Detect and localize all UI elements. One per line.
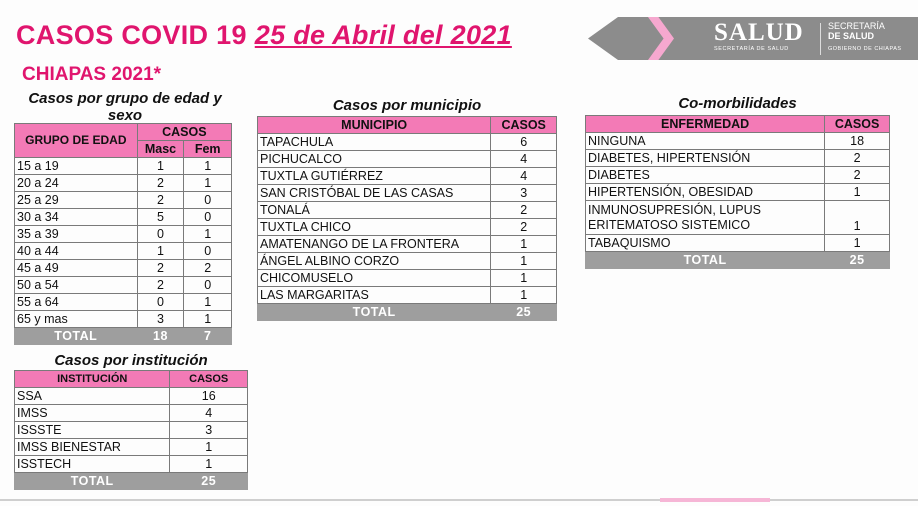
edad-masc: 5 — [137, 209, 184, 226]
comorbilidades-total: 25 — [825, 252, 890, 269]
table-row — [258, 151, 557, 168]
table-row — [258, 134, 557, 151]
municipio-name: TUXTLA GUTIÉRREZ — [258, 168, 491, 185]
edad-total-masc: 18 — [137, 328, 184, 345]
edad-grupo: 55 a 64 — [15, 294, 138, 311]
table-row — [15, 209, 232, 226]
edad-fem: 2 — [184, 260, 232, 277]
municipio-col-casos-header: CASOS — [491, 117, 557, 134]
table-row — [258, 287, 557, 304]
bottom-pink-accent — [660, 498, 770, 502]
institucion-casos: 1 — [170, 456, 248, 473]
edad-masc: 2 — [137, 277, 184, 294]
edad-masc: 2 — [137, 260, 184, 277]
edad-masc: 2 — [137, 192, 184, 209]
municipio-section-title: Casos por municipio — [332, 97, 482, 114]
table-row — [15, 311, 232, 328]
municipio-casos: 2 — [491, 202, 557, 219]
edad-col-fem-header: Fem — [184, 141, 232, 158]
table-row — [586, 201, 890, 235]
report-date: 25 de Abril del 2021 — [254, 20, 512, 50]
municipio-casos: 3 — [491, 185, 557, 202]
table-row — [586, 235, 890, 252]
institucion-name: SSA — [15, 388, 170, 405]
logo-secretaria — [828, 21, 885, 41]
table-row — [15, 388, 248, 405]
edad-grupo: 20 a 24 — [15, 175, 138, 192]
page-title — [16, 20, 512, 51]
institucion-total-label: TOTAL — [15, 473, 170, 490]
comorbilidades-section-title: Co-morbilidades — [678, 95, 797, 112]
table-row — [586, 167, 890, 184]
institucion-col-header: INSTITUCIÓN — [15, 371, 170, 388]
table-row — [15, 158, 232, 175]
table-row — [586, 184, 890, 201]
edad-grupo: 15 a 19 — [15, 158, 138, 175]
edad-masc: 2 — [137, 175, 184, 192]
table-row — [15, 456, 248, 473]
edad-total-label: TOTAL — [15, 328, 138, 345]
comorbilidad-name: NINGUNA — [586, 133, 825, 150]
edad-grupo: 35 a 39 — [15, 226, 138, 243]
institucion-col-casos-header: CASOS — [170, 371, 248, 388]
table-row — [15, 192, 232, 209]
comorbilidad-casos: 2 — [825, 167, 890, 184]
institucion-casos: 4 — [170, 405, 248, 422]
table-row — [15, 260, 232, 277]
institucion-name: ISSSTE — [15, 422, 170, 439]
comorbilidades-col-header: ENFERMEDAD — [586, 116, 825, 133]
edad-grupo: 40 a 44 — [15, 243, 138, 260]
comorbilidad-casos: 1 — [825, 235, 890, 252]
edad-table — [14, 123, 232, 345]
comorbilidad-name: HIPERTENSIÓN, OBESIDAD — [586, 184, 825, 201]
edad-fem: 1 — [184, 294, 232, 311]
salud-logo — [588, 17, 918, 60]
logo-secretaria-small: SECRETARÍA DE SALUD — [714, 46, 789, 52]
municipio-name: CHICOMUSELO — [258, 270, 491, 287]
institucion-casos: 16 — [170, 388, 248, 405]
municipio-name: TAPACHULA — [258, 134, 491, 151]
institucion-name: IMSS — [15, 405, 170, 422]
edad-masc: 0 — [137, 294, 184, 311]
edad-fem: 0 — [184, 209, 232, 226]
bottom-divider — [0, 499, 918, 501]
municipio-name: TUXTLA CHICO — [258, 219, 491, 236]
institucion-casos: 1 — [170, 439, 248, 456]
comorbilidad-name-line1: INMUNOSUPRESIÓN, LUPUS — [588, 202, 761, 217]
edad-masc: 1 — [137, 243, 184, 260]
comorbilidades-table — [585, 115, 890, 269]
edad-grupo: 50 a 54 — [15, 277, 138, 294]
edad-col-group-header: GRUPO DE EDAD — [15, 124, 138, 158]
municipio-total: 25 — [491, 304, 557, 321]
edad-fem: 1 — [184, 226, 232, 243]
edad-fem: 0 — [184, 277, 232, 294]
comorbilidades-col-casos-header: CASOS — [825, 116, 890, 133]
municipio-col-header: MUNICIPIO — [258, 117, 491, 134]
logo-secretaria-line2: DE SALUD — [828, 31, 875, 41]
table-row — [258, 236, 557, 253]
edad-masc: 3 — [137, 311, 184, 328]
edad-fem: 0 — [184, 243, 232, 260]
municipio-name: LAS MARGARITAS — [258, 287, 491, 304]
table-row — [258, 168, 557, 185]
title-text: CASOS COVID 19 — [16, 20, 247, 50]
edad-fem: 0 — [184, 192, 232, 209]
edad-grupo: 65 y mas — [15, 311, 138, 328]
institucion-total-row — [15, 473, 248, 490]
table-row — [15, 277, 232, 294]
table-row — [258, 219, 557, 236]
municipio-casos: 2 — [491, 219, 557, 236]
table-row — [258, 202, 557, 219]
municipio-table — [257, 116, 557, 321]
municipio-casos: 1 — [491, 287, 557, 304]
table-row — [15, 439, 248, 456]
edad-total-row — [15, 328, 232, 345]
comorbilidad-name-line2: ERITEMATOSO SISTEMICO — [588, 217, 751, 232]
table-row — [15, 226, 232, 243]
comorbilidad-casos: 18 — [825, 133, 890, 150]
institucion-casos: 3 — [170, 422, 248, 439]
comorbilidades-total-row — [586, 252, 890, 269]
municipio-casos: 1 — [491, 270, 557, 287]
logo-secretaria-line1: SECRETARÍA — [828, 21, 885, 31]
institucion-name: IMSS BIENESTAR — [15, 439, 170, 456]
institucion-total: 25 — [170, 473, 248, 490]
municipio-name: ÁNGEL ALBINO CORZO — [258, 253, 491, 270]
edad-total-fem: 7 — [184, 328, 232, 345]
logo-salud-text: SALUD — [714, 19, 804, 46]
logo-divider — [820, 23, 821, 55]
table-row — [15, 422, 248, 439]
table-row — [258, 270, 557, 287]
edad-col-masc-header: Masc — [137, 141, 184, 158]
region-subtitle: CHIAPAS 2021* — [22, 64, 162, 85]
logo-gobierno: GOBIERNO DE CHIAPAS — [828, 46, 902, 52]
institucion-section-title: Casos por institución — [54, 352, 208, 369]
municipio-casos: 6 — [491, 134, 557, 151]
edad-masc: 0 — [137, 226, 184, 243]
municipio-casos: 4 — [491, 151, 557, 168]
table-row — [586, 133, 890, 150]
table-row — [15, 405, 248, 422]
comorbilidad-name: TABAQUISMO — [586, 235, 825, 252]
municipio-casos: 4 — [491, 168, 557, 185]
municipio-casos: 1 — [491, 253, 557, 270]
municipio-total-row — [258, 304, 557, 321]
edad-fem: 1 — [184, 311, 232, 328]
comorbilidad-name: DIABETES, HIPERTENSIÓN — [586, 150, 825, 167]
table-row — [15, 175, 232, 192]
edad-masc: 1 — [137, 158, 184, 175]
edad-fem: 1 — [184, 175, 232, 192]
edad-section-title: Casos por grupo de edad y sexo — [28, 90, 222, 124]
edad-col-casos-header: CASOS — [137, 124, 231, 141]
table-row — [15, 243, 232, 260]
edad-grupo: 30 a 34 — [15, 209, 138, 226]
comorbilidad-name: DIABETES — [586, 167, 825, 184]
table-row — [15, 294, 232, 311]
municipio-name: SAN CRISTÓBAL DE LAS CASAS — [258, 185, 491, 202]
edad-grupo: 45 a 49 — [15, 260, 138, 277]
table-row — [258, 185, 557, 202]
edad-fem: 1 — [184, 158, 232, 175]
municipio-name: PICHUCALCO — [258, 151, 491, 168]
edad-grupo: 25 a 29 — [15, 192, 138, 209]
comorbilidad-casos: 1 — [825, 184, 890, 201]
municipio-name: AMATENANGO DE LA FRONTERA — [258, 236, 491, 253]
municipio-name: TONALÁ — [258, 202, 491, 219]
institucion-name: ISSTECH — [15, 456, 170, 473]
table-row — [258, 253, 557, 270]
comorbilidades-total-label: TOTAL — [586, 252, 825, 269]
municipio-casos: 1 — [491, 236, 557, 253]
municipio-total-label: TOTAL — [258, 304, 491, 321]
comorbilidad-casos: 2 — [825, 150, 890, 167]
institucion-table — [14, 370, 248, 490]
comorbilidad-name — [586, 201, 825, 235]
comorbilidad-casos: 1 — [825, 201, 890, 235]
table-row — [586, 150, 890, 167]
